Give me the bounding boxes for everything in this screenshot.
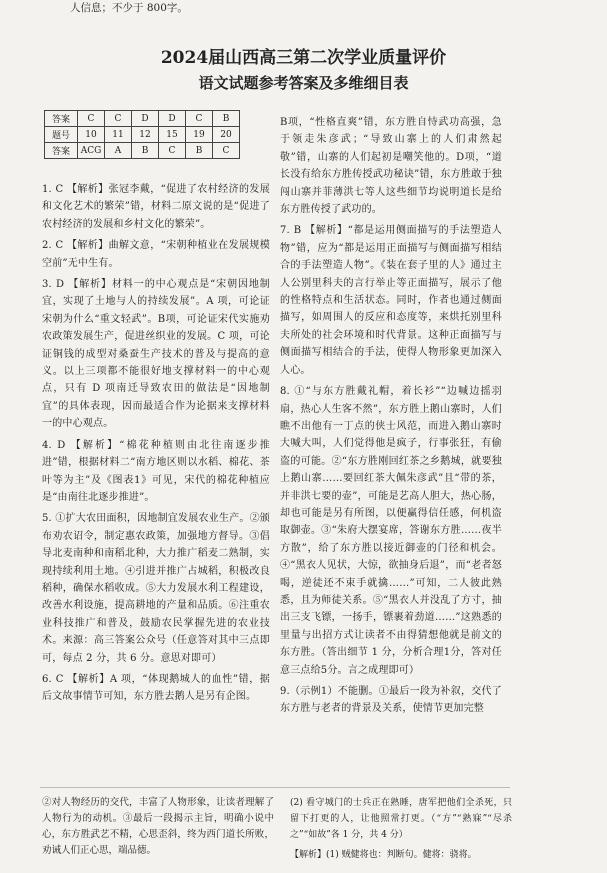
table-row <box>45 127 240 143</box>
table-cell: 20 <box>213 127 240 143</box>
divider <box>40 787 510 788</box>
table-cell: 12 <box>132 127 159 143</box>
table-cell: 答案 <box>45 143 78 159</box>
table-cell: B <box>213 111 240 127</box>
table-cell: C <box>78 111 105 127</box>
table-cell: C <box>213 143 240 159</box>
answer-item-3: 3. D 【解析】材料一的中心观点是“宋朝因地制宜，实现了土地与人的持续发展”。A 项，可论证宋朝为什么“重文轻武”。B项，可论证宋代实施劝农政策发展生产，促进丝织业的发展。C 项，可论证铜钱的成型对桑蚕生产技术的普及与提高的意义。以上三项都不能很好地支撑材料一的中心观点，只有 D 项南迁导致农田的做法是“因地制宜”的具体表现，因而最适合作为论据来支撑材料一的中心观点。 <box>42 279 270 430</box>
answer-item-4: 4. D 【解析】“棉花种植则由北往南逐步推进”错，根据材料二“南方地区则以水稻、棉花、茶叶等为主”及《图表1》可见，宋代的棉花种植应是“由南往北逐步推进”。 <box>42 439 270 503</box>
table-cell: B <box>186 143 213 159</box>
table-cell: A <box>105 143 132 159</box>
table-row <box>45 143 240 159</box>
table-cell: 答案 <box>45 111 78 127</box>
translation-answer: (2) 看守城门的士兵正在熟睡，唐军把他们全杀死，只留下打更的人，让他照常打更。（“方”“熟寐”“尽杀之”“如故”各 1 分，共 4 分） <box>290 798 512 840</box>
table-cell: C <box>159 143 186 159</box>
table-cell: 11 <box>105 127 132 143</box>
answer-item-5: 5. ①扩大农田面积，因地制宜发展农业生产。②颁布劝农诏令，制定惠农政策，加强地方督导。③倡导北麦南种和南稻北种，大力推广稻麦二熟制，实现持续利用土地。④引进并推广占城稻，积极改良稻种，确保水稻收成。⑤大力发展水利工程建设，改善水利设施，提高耕地的产量和品质。⑥注重农业科技推广和普及，鼓励农民掌握先进的农业技术。来源：高三答案公众号（任意答对其中三点即可，每点 2 分，共 6 分。意思对即可） <box>42 513 270 664</box>
document-title: 2024届山西高三第二次学业质量评价 <box>160 48 447 68</box>
bottom-right-text <box>290 795 512 863</box>
table-cell: D <box>132 111 159 127</box>
table-cell: 19 <box>186 127 213 143</box>
top-note: 人信息；不少于 800字。 <box>70 2 188 14</box>
answer-item-7: 7. B 【解析】“都是运用侧面描写的手法塑造人物”错，应为“都是运用正面描写与侧面描写相结合的手法塑造人物”。《装在套子里的人》通过主人公别里科夫的言行举止等正面描写，展示了他的性格特点和生活状态。同时，作者也通过侧面描写，如周围人的反应和态度等，来烘托别里科夫所处的社会环境和时代背景。这种正面描写与侧面描写相结合的手法，使得人物形象更加深入人心。 <box>280 225 502 376</box>
document-subtitle: 语文试题参考答案及多维细目表 <box>198 74 409 92</box>
table-cell: D <box>159 111 186 127</box>
table-cell: 题号 <box>45 127 78 143</box>
answer-item-1: 1. C 【解析】张冠李戴，“促进了农村经济的发展和文化艺术的繁荣”错，材料二原文说的是“促进了农村经济的发展和乡村文化的繁荣”。 <box>42 184 270 230</box>
left-column <box>42 181 270 706</box>
analysis-note: 【解析】(1) 贼健将也：判断句。健将：骁将。 <box>290 850 477 860</box>
table-cell: ACG <box>78 143 105 159</box>
answer-item-6: 6. C 【解析】A 项，“体现鹅城人的血性”错，据后文故事情节可知，东方胜去鹅人是另有企图。 <box>42 673 270 703</box>
table-row <box>45 111 240 127</box>
answer-item-9-cont: ②对人物经历的交代，丰富了人物形象，让读者理解了人物行为的动机。③最后一段揭示主旨，明确小说中心，东方胜武艺不精，心思歪斜，终为西门道长所败，劝诫人们正心思，端品德。 <box>42 797 274 856</box>
answer-item-6-cont: B项，“性格直爽”错，东方胜自恃武功高强，急于领走朱彦武；“导致山寨上的人们肃然起敬”错，山寨的人们起初是嘲笑他的。D项，“道长没有给东方胜传授武功秘诀”错，东方胜敢于独闯山寨并菲薄洪七等人这些细节均说明道长是给东方胜传授了武功的。 <box>280 117 502 216</box>
table-cell: 10 <box>78 127 105 143</box>
answer-table <box>44 110 240 159</box>
right-column <box>280 114 502 718</box>
table-cell: B <box>132 143 159 159</box>
table-cell: C <box>186 111 213 127</box>
table-cell: 15 <box>159 127 186 143</box>
answer-item-8: 8. ①“与东方胜戴礼帽，着长衫”“边喊边摇羽扇，热心人生客不然”，东方胜上鹅山寨时，人们瞧不出他有一丁点的侠士风范，而进入鹅山寨时大喊大叫，人们觉得他是疯子，行事张狂，有偷盗的可能。②“东方胜刚回红茶之乡鹅城，就要独上鹅山寨……要回红茶大佩朱彦武”且“带的茶，并非洪七要的壶”，可能是艺高人胆大，热心肠，却也可能是另有所图，以便赢得信任感，何机盗取御壶。③“朱府大摆宴席，答谢东方胜……夜半方散”，给了东方胜以接近御壶的门径和机会。④“黑衣人见状，大惊，欲抽身后退”，而“老者怒喝，逆徒还不束手就擒……”可知，二人彼此熟悉，且为师徒关系。⑤“黑衣人并没乱了方寸，抽出三支飞镖，一扬手，镖裹着劲道……”这熟悉的里量与出招方式让读者不由得猜想他就是前文的东方胜。（答出细节 1 分，分析合理1分，答对任意三点给5分。言之成理即可） <box>280 386 502 676</box>
answer-item-2: 2. C 【解析】曲解文意，“宋朝种植业在发展规模空前”无中生有。 <box>42 240 270 269</box>
bottom-left-text <box>42 795 274 859</box>
table-cell: C <box>105 111 132 127</box>
answer-item-9: 9.（示例1）不能删。①最后一段为补叙，交代了东方胜与老者的背景及关系，使情节更加完整 <box>280 686 502 715</box>
